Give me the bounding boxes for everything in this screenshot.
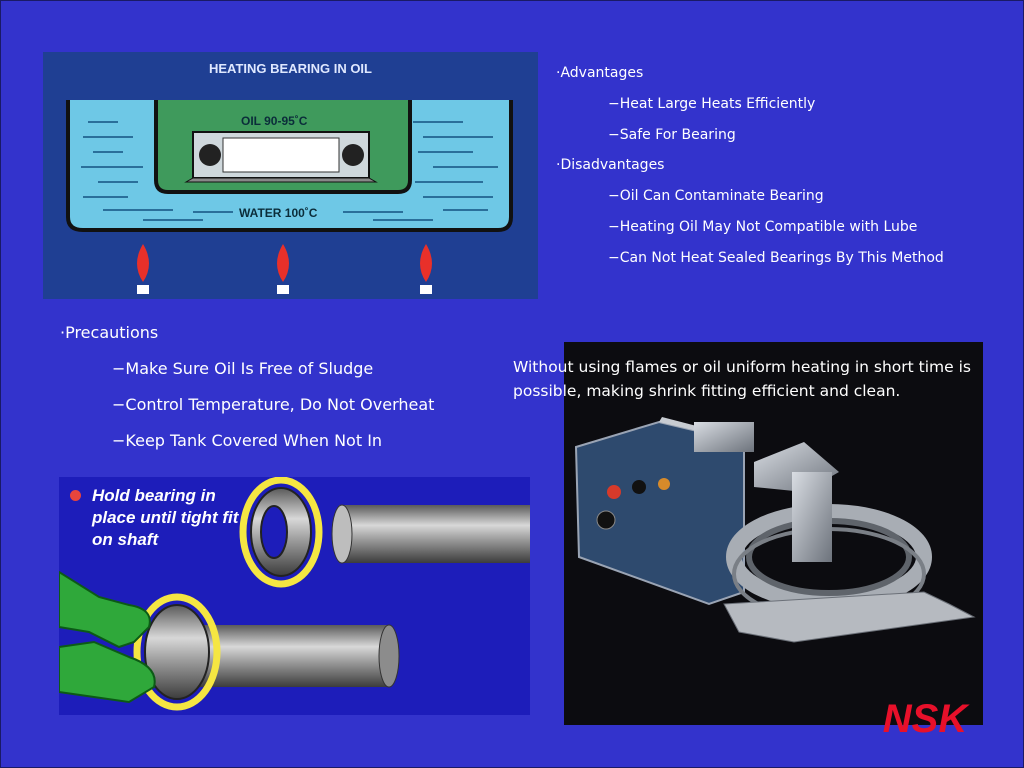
oil-bath-illustration — [43, 52, 538, 299]
disadvantages-heading: ·Disadvantages — [556, 157, 665, 174]
advantage-item: −Heat Large Heats Efficiently — [608, 95, 816, 112]
heater-caption: Without using flames or oil uniform heating in short time is possible, making shrink fitting efficient and clean. — [513, 358, 971, 400]
precaution-item: −Control Temperature, Do Not Overheat — [112, 395, 435, 414]
disadvantage-item: −Can Not Heat Sealed Bearings By This Method — [608, 249, 944, 266]
precaution-item: −Make Sure Oil Is Free of Sludge — [112, 359, 374, 378]
precautions-list — [60, 315, 434, 459]
advantages-heading: ·Advantages — [556, 65, 644, 81]
oil-bath-diagram — [43, 52, 538, 299]
advantages-disadvantages-list — [556, 58, 944, 274]
bullet-dot — [70, 490, 81, 501]
hold-bearing-instruction: Hold bearing in place until tight fit on shaft — [92, 486, 239, 549]
brand-wordmark: NSK — [882, 698, 968, 738]
oil-temperature-label: OIL 90-95˚C — [241, 114, 308, 128]
nsk-logo — [861, 698, 989, 738]
disadvantage-item: −Oil Can Contaminate Bearing — [608, 188, 824, 205]
shaft-mounting-illustration — [59, 477, 530, 715]
gloves — [59, 572, 155, 702]
burner-flames — [137, 244, 432, 294]
diagram-title: HEATING BEARING IN OIL — [209, 61, 372, 76]
advantage-item: −Safe For Bearing — [608, 126, 736, 143]
precaution-item: −Keep Tank Covered When Not In — [112, 431, 383, 450]
disadvantage-item: −Heating Oil May Not Compatible with Lube — [608, 218, 918, 235]
water-temperature-label: WATER 100˚C — [239, 206, 318, 220]
precautions-heading: ·Precautions — [60, 323, 159, 342]
